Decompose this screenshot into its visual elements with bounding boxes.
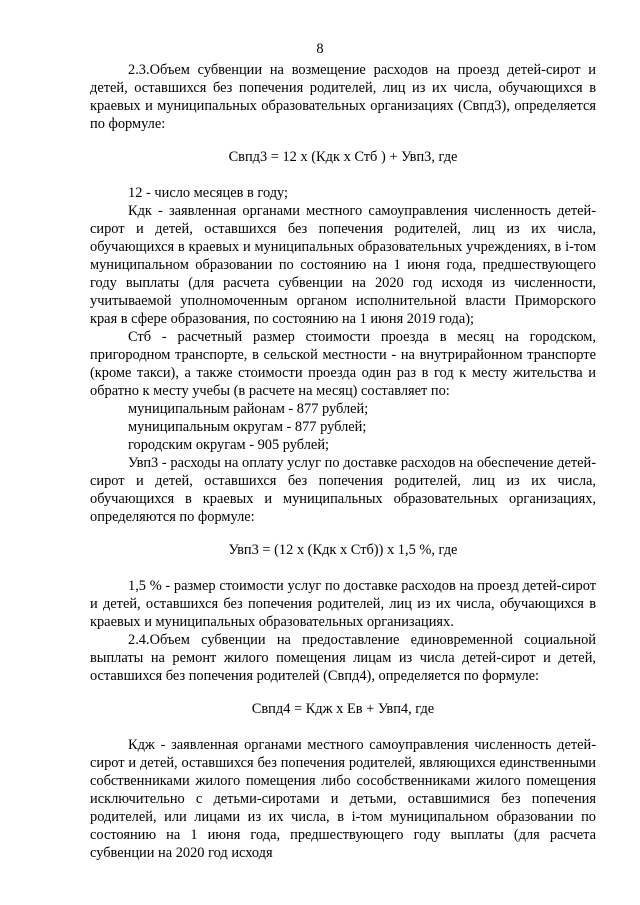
- page-number: 8: [316, 41, 324, 57]
- paragraph-kdzh: Кдж - заявленная органами местного самоуправления численность детей-сирот и детей, оставшихся без попечения родителей, являющихся единственными собственниками жилого помещения либо сособственниками жилого помещения исключительно с детьми-сиротами и детьми, оставшимися без попечения родителей, или лицами из их числа, в i-том муниципальном образовании по состоянию на 1 июня года, предшествующего году выплаты (для расчета субвенции на 2020 год исходя: [90, 737, 596, 861]
- formula-uvp3: Увп3 = (12 х (Кдк х Стб)) х 1,5 %, где: [228, 542, 458, 558]
- list-item-municipal-districts: муниципальным районам - 877 рублей;: [128, 401, 369, 417]
- document-body: [90, 61, 596, 862]
- list-item-city-okrugs: городским округам - 905 рублей;: [128, 437, 330, 453]
- formula-svpd3: Свпд3 = 12 х (Кдк х Стб ) + Увп3, где: [228, 149, 458, 165]
- paragraph-delivery-rate: 1,5 % - размер стоимости услуг по доставке расходов на проезд детей-сирот и детей, оставшихся без попечения родителей, лиц из их числа, обучающихся в краевых и муниципальных образовательных организациях.: [90, 578, 596, 630]
- formula-svpd4: Свпд4 = Кдж х Ев + Увп4, где: [251, 701, 435, 717]
- paragraph-2-4-intro: 2.4.Объем субвенции на предоставление единовременной социальной выплаты на ремонт жилого помещения лицам из числа детей-сирот и детей, оставшихся без попечения родителей (Свпд4), определяется по формуле:: [90, 632, 596, 684]
- list-item-municipal-okrugs: муниципальным округам - 877 рублей;: [128, 419, 367, 435]
- paragraph-2-3-intro: 2.3.Объем субвенции на возмещение расходов на проезд детей-сирот и детей, оставшихся без попечения родителей, лиц из их числа, обучающихся в краевых и муниципальных образовательных организациях (Свпд3), определяется по формуле:: [90, 62, 596, 132]
- paragraph-months: 12 - число месяцев в году;: [128, 185, 289, 201]
- paragraph-uvp3: Увп3 - расходы на оплату услуг по доставке расходов на обеспечение детей-сирот и детей, оставшихся без попечения родителей, лиц из их числа, обучающихся в краевых и муниципальных образовательных организациях, определяются по формуле:: [90, 455, 596, 525]
- paragraph-kdk: Кдк - заявленная органами местного самоуправления численность детей-сирот и детей, оставшихся без попечения родителей, лиц из их числа, обучающихся в краевых и муниципальных образовательных учреждениях, в i-том муниципальном образовании по состоянию на 1 июня года, предшествующего году выплаты (для расчета субвенции на 2020 год исходя из численности, учитываемой уполномоченным органом исполнительной власти Приморского края в сфере образования, по состоянию на 1 июня 2019 года);: [90, 203, 596, 327]
- paragraph-stb: Стб - расчетный размер стоимости проезда в месяц на городском, пригородном транспорте, в сельской местности - на внутрирайонном транспорте (кроме такси), а также стоимости проезда один раз в год к месту жительства и обратно к месту учебы (в расчете на месяц) составляет по:: [90, 329, 596, 399]
